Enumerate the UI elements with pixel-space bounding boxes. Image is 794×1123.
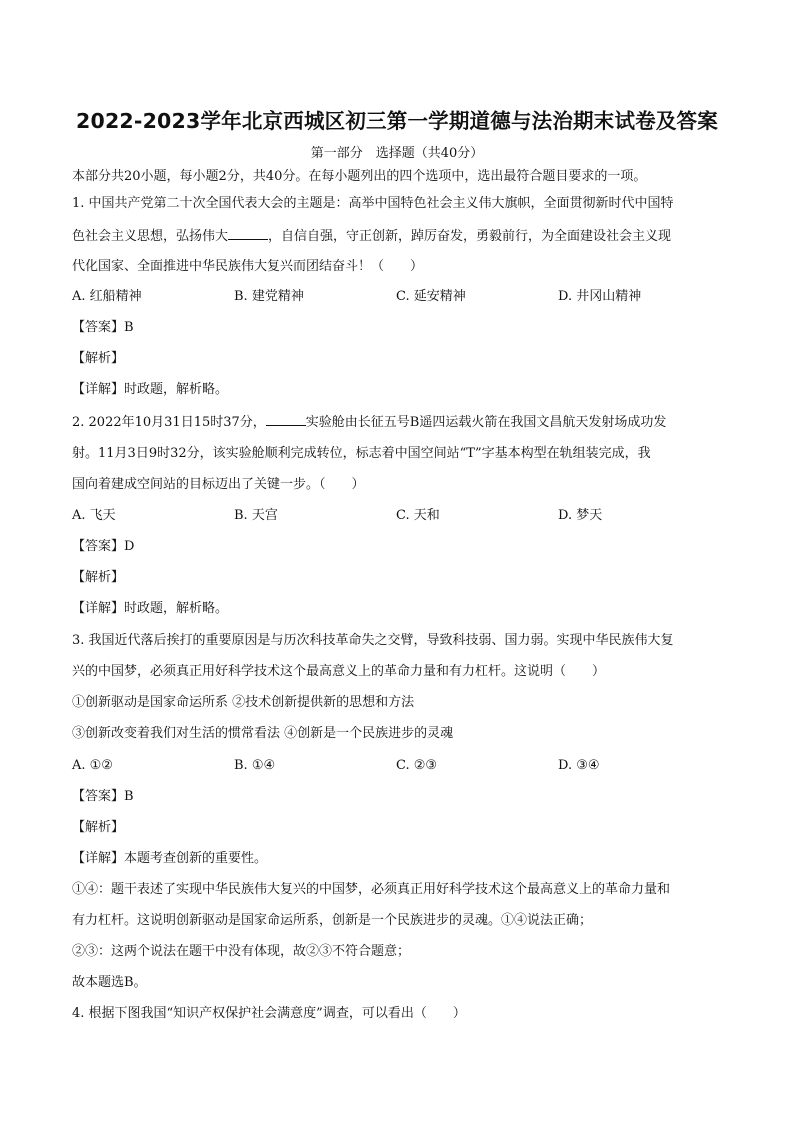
q3-statements-line2: ③创新改变着我们对生活的惯常看法 ④创新是一个民族进步的灵魂 [72,726,454,741]
q3-conclusion: 故本题选B。 [72,975,147,990]
q3-analysis-label: 【解析】 [72,820,125,835]
q1-detail [72,382,228,398]
q2-stem-line3: 国向着建成空间站的目标迈出了关键一步。（ ） [72,477,365,492]
q1-answer-value: B [124,320,134,335]
q1-stem-line2 [72,228,671,245]
q1-option-d: D. 井冈山精神 [558,289,642,304]
q3-detail [72,851,267,867]
q3-explanation-line3: ②③：这两个说法在题干中没有体现，故②③不符合题意； [72,944,411,959]
q3-answer [72,789,134,805]
q3-option-a: A. ①② [72,758,113,773]
q3-option-b: B. ①④ [234,758,276,773]
q2-stem-line1-end: 实验舱由长征五号B遥四运载火箭在我国文昌航天发射场成功发 [305,415,667,430]
q3-answer-value: B [124,789,134,804]
q2-answer [72,539,134,555]
q3-options [72,758,752,774]
q3-stem-line1: 3. 我国近代落后挨打的重要原因是与历次科技革命失之交臂，导致科技弱、国力弱。实现中华民族伟大复 [72,633,674,648]
q1-options [72,289,752,305]
q2-detail-text: 时政题，解析略。 [124,601,229,616]
q2-option-d: D. 梦天 [558,508,603,523]
q3-option-d: D. ③④ [558,758,600,773]
section-instructions: 本部分共20小题，每小题2分，共40分。在每小题列出的四个选项中，选出最符合题目要求的一项。 [72,169,647,184]
q3-statements-line1: ①创新驱动是国家命运所系 ②技术创新提供新的思想和方法 [72,695,415,710]
q2-stem-line2: 射。11月3日9时32分，该实验舱顺利完成转位，标志着中国空间站“T”字基本构型在轨组装完成，我 [72,446,651,461]
q1-stem-line2-end: ，自信自强，守正创新，踔厉奋发，勇毅前行，为全面建设社会主义现 [268,229,672,244]
q3-option-c: C. ②③ [396,758,438,773]
q1-option-c: C. 延安精神 [396,289,466,304]
q3-explanation-line2: 有力杠杆。这说明创新驱动是国家命运所系，创新是一个民族进步的灵魂。①④说法正确； [72,913,593,928]
detail-label: 【详解】 [72,601,125,616]
q2-answer-value: D [124,539,135,554]
q4-stem-line1: 4. 根据下图我国“知识产权保护社会满意度”调查，可以看出（ ） [72,1006,466,1021]
answer-label: 【答案】 [72,539,125,554]
q1-stem-line2-start: 色社会主义思想，弘扬伟大 [72,229,229,244]
q1-option-a: A. 红船精神 [72,289,142,304]
q2-stem-line1-start: 2. 2022年10月31日15时37分， [72,415,266,430]
detail-label: 【详解】 [72,851,125,866]
q2-stem-line1 [72,414,666,431]
section-heading: 第一部分 选择题（共40分） [310,146,484,161]
answer-label: 【答案】 [72,320,125,335]
q3-detail-text: 本题考查创新的重要性。 [124,851,268,866]
q1-stem-line3: 代化国家、全面推进中华民族伟大复兴而团结奋斗！（ ） [72,259,424,274]
q2-answer-blank [266,414,306,426]
q2-option-a: A. 飞天 [72,508,116,523]
detail-label: 【详解】 [72,382,125,397]
q2-detail [72,601,228,617]
q2-option-b: B. 天宫 [234,508,278,523]
q1-answer [72,320,134,336]
q3-explanation-line1: ①④：题干表述了实现中华民族伟大复兴的中国梦，必须真正用好科学技术这个最高意义上的革命力量和 [72,882,671,897]
q1-answer-blank [228,228,268,240]
q1-detail-text: 时政题，解析略。 [124,382,229,397]
q1-analysis-label: 【解析】 [72,351,125,366]
answer-label: 【答案】 [72,789,125,804]
document-title: 2022-2023学年北京西城区初三第一学期道德与法治期末试卷及答案 [76,109,718,133]
q3-stem-line2: 兴的中国梦，必须真正用好科学技术这个最高意义上的革命力量和有力杠杆。这说明（ ） [72,664,606,679]
q2-option-c: C. 天和 [396,508,440,523]
q1-option-b: B. 建党精神 [234,289,304,304]
q2-analysis-label: 【解析】 [72,570,125,585]
q1-stem-line1: 1. 中国共产党第二十次全国代表大会的主题是：高举中国特色社会主义伟大旗帜，全面贯彻新时代中国特 [72,196,674,211]
q2-options [72,508,752,524]
